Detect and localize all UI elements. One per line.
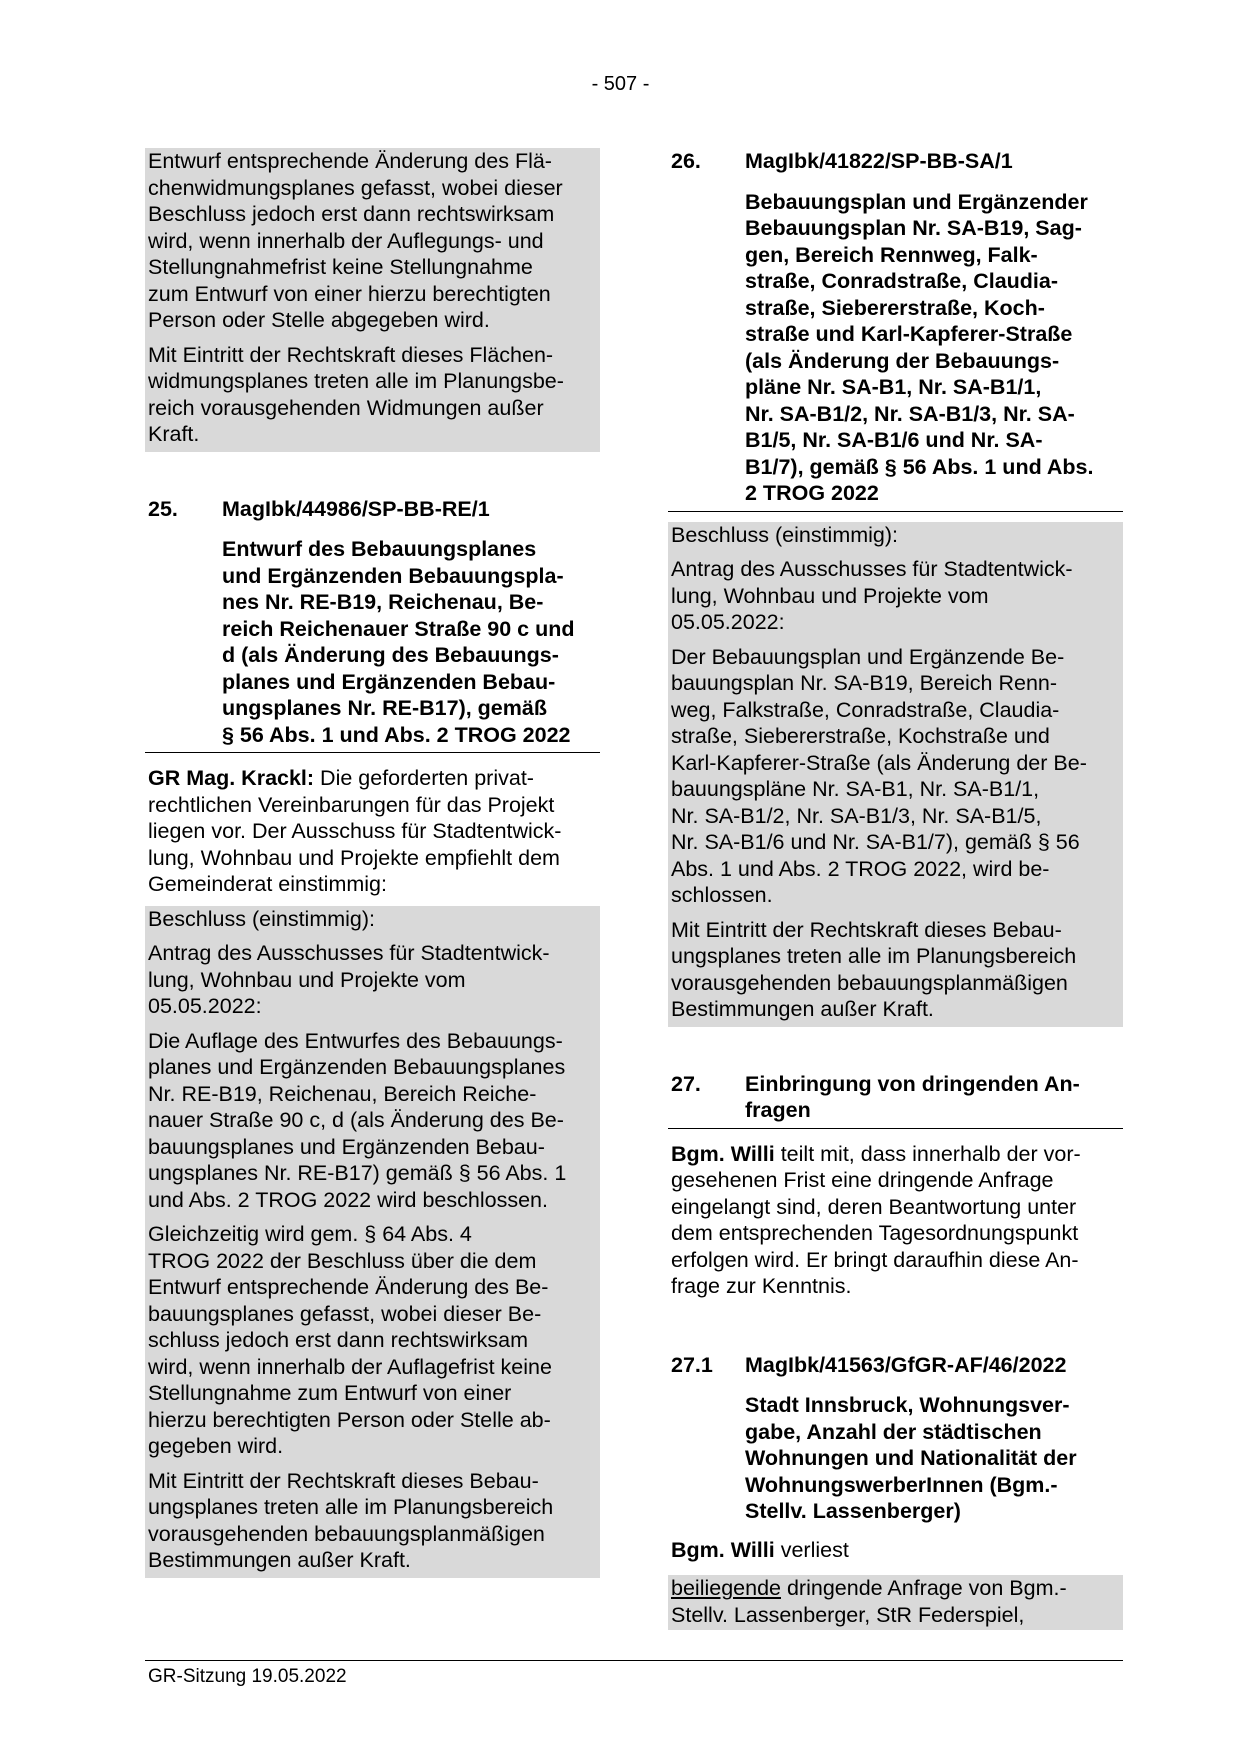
- page-number: - 507 -: [591, 73, 650, 95]
- antrag-paragraph: Antrag des Ausschusses für Stadtentwick- lung, Wohnbau und Projekte vom 05.05.2022:: [671, 557, 1073, 634]
- item-25-reference: MagIbk/44986/SP-BB-RE/1: [222, 496, 490, 521]
- item-27-heading: [668, 1071, 1123, 1129]
- anfrage-text-line2: Stellv. Lassenberger, StR Federspiel,: [671, 1602, 1025, 1627]
- item-27-speech: [668, 1129, 1123, 1308]
- speaker-name: Bgm. Willi: [671, 1141, 775, 1166]
- footer-text: GR-Sitzung 19.05.2022: [148, 1666, 347, 1687]
- item-27-1-reference: MagIbk/41563/GfGR-AF/46/2022: [745, 1352, 1067, 1377]
- antrag-paragraph: Antrag des Ausschusses für Stadtentwick- lung, Wohnbau und Projekte vom 05.05.2022:: [148, 941, 550, 1018]
- item-25-heading: [145, 496, 600, 523]
- auflage-paragraph: Die Auflage des Entwurfes des Bebauungs- planes und Ergänzenden Bebauungsplanes Nr. RE-B19, Reichenau, Bereich Reiche- nauer Straße 90 c, d (als Änderung des Be- bauungsplanes und Ergänzenden Bebau- ungsplanes Nr. RE-B17) gemäß § 56 Abs. 1 und Abs. 2 TROG 2022 wird beschlossen.: [148, 1028, 567, 1212]
- item-27-number: 27.: [671, 1071, 701, 1096]
- intro-paragraph-2: Mit Eintritt der Rechtskraft dieses Flächen- widmungsplanes treten alle im Planungsbe- reich vorausgehenden Widmungen außer Kraft.: [148, 342, 564, 446]
- item-26-title: Bebauungsplan und Ergänzender Bebauungsplan Nr. SA-B19, Sag- gen, Bereich Rennweg, Falk- straße, Conradstraße, Claudia- straße, Siebererstraße, Koch- straße und Karl-Kapferer-Straße (als Änderung der Bebauungs- pläne Nr. SA-B1, Nr. SA-B1/1, Nr. SA-B1/2, Nr. SA-B1/3, Nr. SA- B1/5, Nr. SA-B1/6 und Nr. SA- B1/7), gemäß § 56 Abs. 1 und Abs. 2 TROG 2022: [668, 175, 1123, 512]
- item-27-1-heading: [668, 1352, 1123, 1379]
- right-column: [668, 148, 1123, 1630]
- item-26-reference: MagIbk/41822/SP-BB-SA/1: [745, 149, 1013, 173]
- beschluss-label: Beschluss (einstimmig):: [148, 906, 375, 931]
- item-27-title: Einbringung von dringenden An- fragen: [745, 1071, 1080, 1122]
- item-25-title: Entwurf des Bebauungsplanes und Ergänzenden Bebauungspla- nes Nr. RE-B19, Reichenau, Be- reich Reichenauer Straße 90 c und d (als Änderung des Bebauungs- planes und Ergänzenden Bebau- ungsplanes Nr. RE-B17), gemäß § 56 Abs. 1 und Abs. 2 TROG 2022: [145, 522, 600, 753]
- speech-text: Die geforderten privat- rechtlichen Vereinbarungen für das Projekt liegen vor. Der Ausschuss für Stadtentwick- lung, Wohnbau und Projekte empfiehlt dem Gemeinderat einstimmig:: [148, 766, 562, 896]
- item-25-decision-block: [145, 906, 600, 1578]
- item-27-1-number: 27.1: [671, 1352, 713, 1377]
- eintritt-paragraph: Mit Eintritt der Rechtskraft dieses Bebau- ungsplanes treten alle im Planungsbereich vorausgehenden bebauungsplanmäßigen Bestimmungen außer Kraft.: [148, 1468, 554, 1572]
- item-25-number: 25.: [148, 496, 178, 521]
- item-26-heading: [668, 148, 1123, 175]
- eintritt-paragraph: Mit Eintritt der Rechtskraft dieses Bebau- ungsplanes treten alle im Planungsbereich vorausgehenden bebauungsplanmäßigen Bestimmungen außer Kraft.: [671, 917, 1077, 1021]
- intro-gray-block: [145, 148, 600, 452]
- plan-paragraph: Der Bebauungsplan und Ergänzende Be- bauungsplan Nr. SA-B19, Bereich Renn- weg, Falkstraße, Conradstraße, Claudia- straße, Siebererstraße, Kochstraße und Karl-Kapferer-Straße (als Änderung der Be- bauungspläne Nr. SA-B1, Nr. SA-B1/1, Nr. SA-B1/2, Nr. SA-B1/3, Nr. SA-B1/5, Nr. SA-B1/6 und Nr. SA-B1/7), gemäß § 56 Abs. 1 und Abs. 2 TROG 2022, wird be- schlossen.: [671, 644, 1087, 907]
- item-27-1-title: Stadt Innsbruck, Wohnungsver- gabe, Anzahl der städtischen Wohnungen und Nationalität der WohnungswerberInnen (Bgm.- Stellv. Lassenberger): [745, 1393, 1077, 1523]
- verb-text: verliest: [774, 1537, 849, 1562]
- intro-paragraph-1: Entwurf entsprechende Änderung des Flä- chenwidmungsplanes gefasst, wobei dieser Beschluss jedoch erst dann rechtswirksam wird, wenn innerhalb der Auflegungs- und Stellungnahmefrist keine Stellungnahme zum Entwurf von einer hierzu berechtigten Person oder Stelle abgegeben wird.: [148, 149, 563, 332]
- anfrage-text: dringende Anfrage von Bgm.-: [781, 1576, 1067, 1600]
- beiliegende-link[interactable]: beiliegende: [671, 1576, 781, 1600]
- anfrage-paragraph: [668, 1575, 1123, 1630]
- anfrage-block: [668, 1575, 1123, 1630]
- gleichzeitig-paragraph: Gleichzeitig wird gem. § 64 Abs. 4 TROG 2022 der Beschluss über die dem Entwurf entsprechende Änderung des Be- bauungsplanes gefasst, wobei dieser Be- schluss jedoch erst dann rechtswirksam wird, wenn innerhalb der Auflagefrist keine Stellungnahme zum Entwurf von einer hierzu berechtigten Person oder Stelle ab- gegeben wird.: [148, 1222, 552, 1458]
- item-27-1-speech: [668, 1537, 1123, 1572]
- footer-divider: [145, 1660, 1123, 1661]
- item-25-speech: [145, 753, 600, 906]
- speech-text: teilt mit, dass innerhalb der vor- gesehenen Frist eine dringende Anfrage eingelangt sind, deren Beantwortung unter dem entsprechenden Tagesordnungspunkt erfolgen wird. Er bringt daraufhin diese An- frage zur Kenntnis.: [671, 1141, 1081, 1298]
- item-26-decision-block: [668, 522, 1123, 1027]
- speaker-name: Bgm. Willi: [671, 1537, 775, 1562]
- left-column: [145, 148, 600, 1578]
- beschluss-label: Beschluss (einstimmig):: [671, 522, 898, 547]
- item-26-number: 26.: [671, 149, 701, 173]
- speaker-name: GR Mag. Krackl:: [148, 766, 315, 790]
